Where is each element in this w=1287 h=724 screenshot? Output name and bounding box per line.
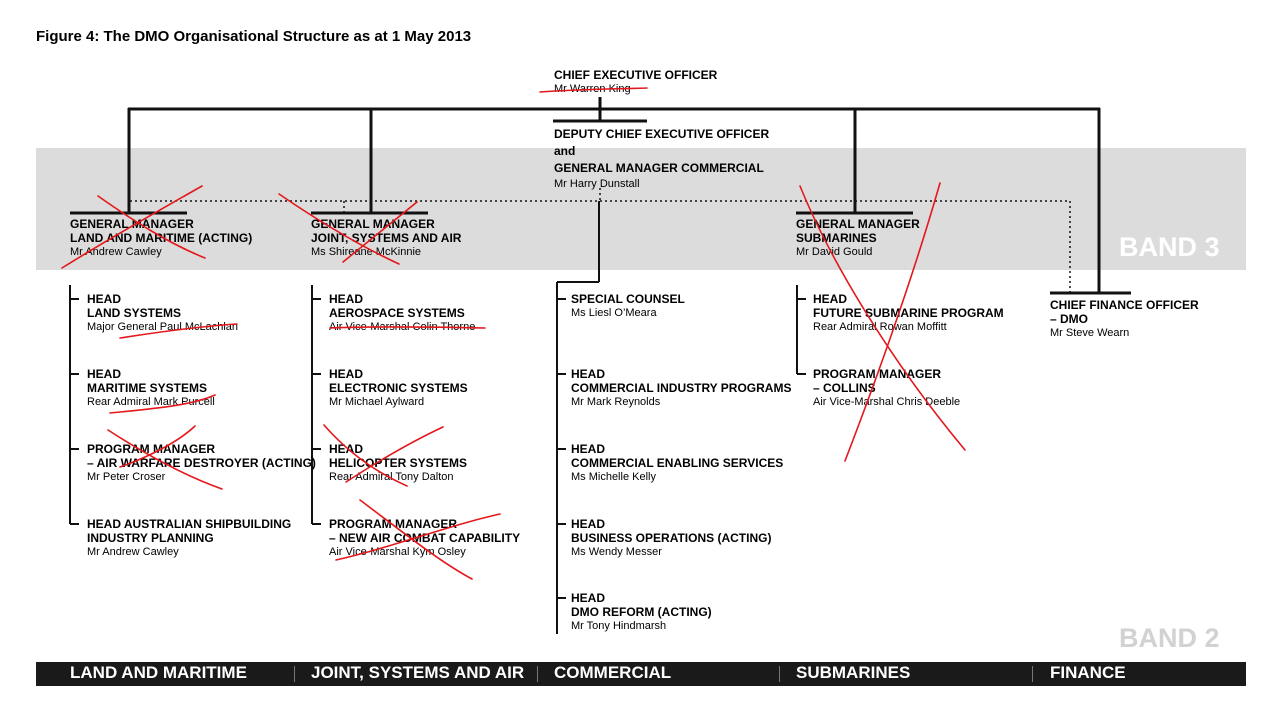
unit-name: Rear Admiral Tony Dalton [329, 471, 454, 483]
gm-name: Mr David Gould [796, 246, 873, 258]
division-separator [537, 666, 538, 682]
org-unit-land-systems [87, 292, 238, 335]
unit-title-line-1: PROGRAM MANAGER [87, 442, 215, 456]
gm-title-line-1: GENERAL MANAGER [311, 217, 435, 231]
unit-name: Mr Peter Croser [87, 471, 166, 483]
ceo-box [554, 68, 717, 97]
org-unit-electronic-systems [329, 367, 468, 410]
org-unit-shipbuilding-planning [87, 517, 291, 560]
unit-name: Mr Andrew Cawley [87, 546, 179, 558]
deputy-title-line-3: GENERAL MANAGER COMMERCIAL [554, 161, 764, 175]
unit-title-line-2: COMMERCIAL ENABLING SERVICES [571, 456, 784, 470]
unit-name: Ms Michelle Kelly [571, 471, 656, 483]
org-unit-aerospace-systems [329, 292, 475, 335]
unit-title-line-1: HEAD [813, 292, 848, 306]
gm-title-line-2: SUBMARINES [796, 231, 877, 245]
division-finance: FINANCE [1050, 663, 1126, 682]
figure-title: Figure 4: The DMO Organisational Structure as at 1 May 2013 [36, 28, 472, 45]
gm-title-line-1: GENERAL MANAGER [70, 217, 194, 231]
org-unit-maritime-systems [87, 367, 215, 410]
org-unit-business-operations [571, 517, 771, 560]
gm-land-maritime [70, 217, 252, 260]
cfo-title-line-2: – DMO [1050, 312, 1089, 326]
division-submarines: SUBMARINES [796, 663, 911, 682]
org-unit-air-warfare-destroyer [87, 442, 316, 485]
unit-title-line-1: HEAD [571, 442, 606, 456]
unit-title-line-1: HEAD [329, 292, 364, 306]
unit-name: Mr Mark Reynolds [571, 396, 661, 408]
unit-name: Ms Liesl O’Meara [571, 307, 657, 319]
gm-submarines [796, 217, 920, 260]
unit-title-line-2: AEROSPACE SYSTEMS [329, 306, 465, 320]
unit-title-line-1: PROGRAM MANAGER [329, 517, 457, 531]
unit-title-line-1: HEAD [329, 367, 364, 381]
division-land-maritime: LAND AND MARITIME [70, 663, 247, 682]
unit-name: Rear Admiral Rowan Moffitt [813, 321, 947, 333]
unit-title-line-1: HEAD [571, 517, 606, 531]
gm-title-line-2: JOINT, SYSTEMS AND AIR [311, 231, 462, 245]
unit-title-line-1: HEAD [571, 367, 606, 381]
unit-title-line-2: DMO REFORM (ACTING) [571, 605, 712, 619]
deputy-title-line-2: and [554, 144, 576, 158]
cfo-title-line-1: CHIEF FINANCE OFFICER [1050, 298, 1199, 312]
unit-title-line-2: COMMERCIAL INDUSTRY PROGRAMS [571, 381, 792, 395]
unit-title-line-1: PROGRAM MANAGER [813, 367, 941, 381]
division-joint-systems: JOINT, SYSTEMS AND AIR [311, 663, 525, 682]
org-unit-special-counsel [571, 292, 685, 321]
unit-name: Air Vice-Marshal Kym Osley [329, 546, 466, 558]
unit-title-line-2: INDUSTRY PLANNING [87, 531, 214, 545]
gm-name: Ms Shireane McKinnie [311, 246, 422, 258]
deputy-name: Mr Harry Dunstall [554, 178, 640, 190]
unit-title-line-1: HEAD [87, 292, 122, 306]
unit-title-line-1: HEAD [87, 367, 122, 381]
unit-name: Mr Michael Aylward [329, 396, 425, 408]
org-unit-dmo-reform [571, 591, 712, 634]
division-separator [779, 666, 780, 682]
unit-title-line-2: BUSINESS OPERATIONS (ACTING) [571, 531, 772, 545]
gm-joint-systems [311, 217, 461, 260]
org-unit-future-submarine [813, 292, 1004, 335]
unit-name: Mr Tony Hindmarsh [571, 620, 667, 632]
division-separator [1032, 666, 1033, 682]
unit-title-line-1: HEAD AUSTRALIAN SHIPBUILDING [87, 517, 292, 531]
unit-name: Major General Paul McLachlan [87, 321, 239, 333]
unit-name: Air Vice-Marshal Chris Deeble [813, 396, 961, 408]
deputy-title-line-1: DEPUTY CHIEF EXECUTIVE OFFICER [554, 127, 770, 141]
cfo-box [1050, 298, 1199, 341]
ceo-name: Mr Warren King [554, 83, 631, 95]
unit-title-line-2: LAND SYSTEMS [87, 306, 182, 320]
ceo-title: CHIEF EXECUTIVE OFFICER [554, 68, 718, 82]
unit-title-line-2: MARITIME SYSTEMS [87, 381, 208, 395]
unit-title-line-2: – NEW AIR COMBAT CAPABILITY [329, 531, 521, 545]
unit-title-line-2: FUTURE SUBMARINE PROGRAM [813, 306, 1004, 320]
gm-title-line-2: LAND AND MARITIME (ACTING) [70, 231, 253, 245]
unit-title-line-2: – COLLINS [813, 381, 876, 395]
gm-title-line-1: GENERAL MANAGER [796, 217, 920, 231]
unit-name: Rear Admiral Mark Purcell [87, 396, 215, 408]
org-unit-commercial-industry [571, 367, 791, 410]
cfo-name: Mr Steve Wearn [1050, 327, 1130, 339]
unit-name: Air Vice-Marshal Colin Thorne [329, 321, 476, 333]
band-2-label: BAND 2 [1119, 623, 1220, 653]
org-unit-new-air-combat [329, 517, 520, 560]
band-3-label: BAND 3 [1119, 232, 1220, 262]
unit-title-line-1: HEAD [329, 442, 364, 456]
division-commercial: COMMERCIAL [554, 663, 672, 682]
unit-title-line-1: HEAD [571, 591, 606, 605]
org-unit-helicopter-systems [329, 442, 467, 485]
unit-title-line-1: SPECIAL COUNSEL [571, 292, 685, 306]
org-unit-collins [813, 367, 960, 410]
org-unit-commercial-enabling [571, 442, 783, 485]
division-separator [294, 666, 295, 682]
division-bar [36, 662, 1246, 686]
gm-name: Mr Andrew Cawley [70, 246, 162, 258]
unit-title-line-2: ELECTRONIC SYSTEMS [329, 381, 468, 395]
unit-title-line-2: HELICOPTER SYSTEMS [329, 456, 468, 470]
deputy-ceo-box [554, 126, 769, 192]
unit-title-line-2: – AIR WARFARE DESTROYER (ACTING) [87, 456, 316, 470]
unit-name: Ms Wendy Messer [571, 546, 662, 558]
